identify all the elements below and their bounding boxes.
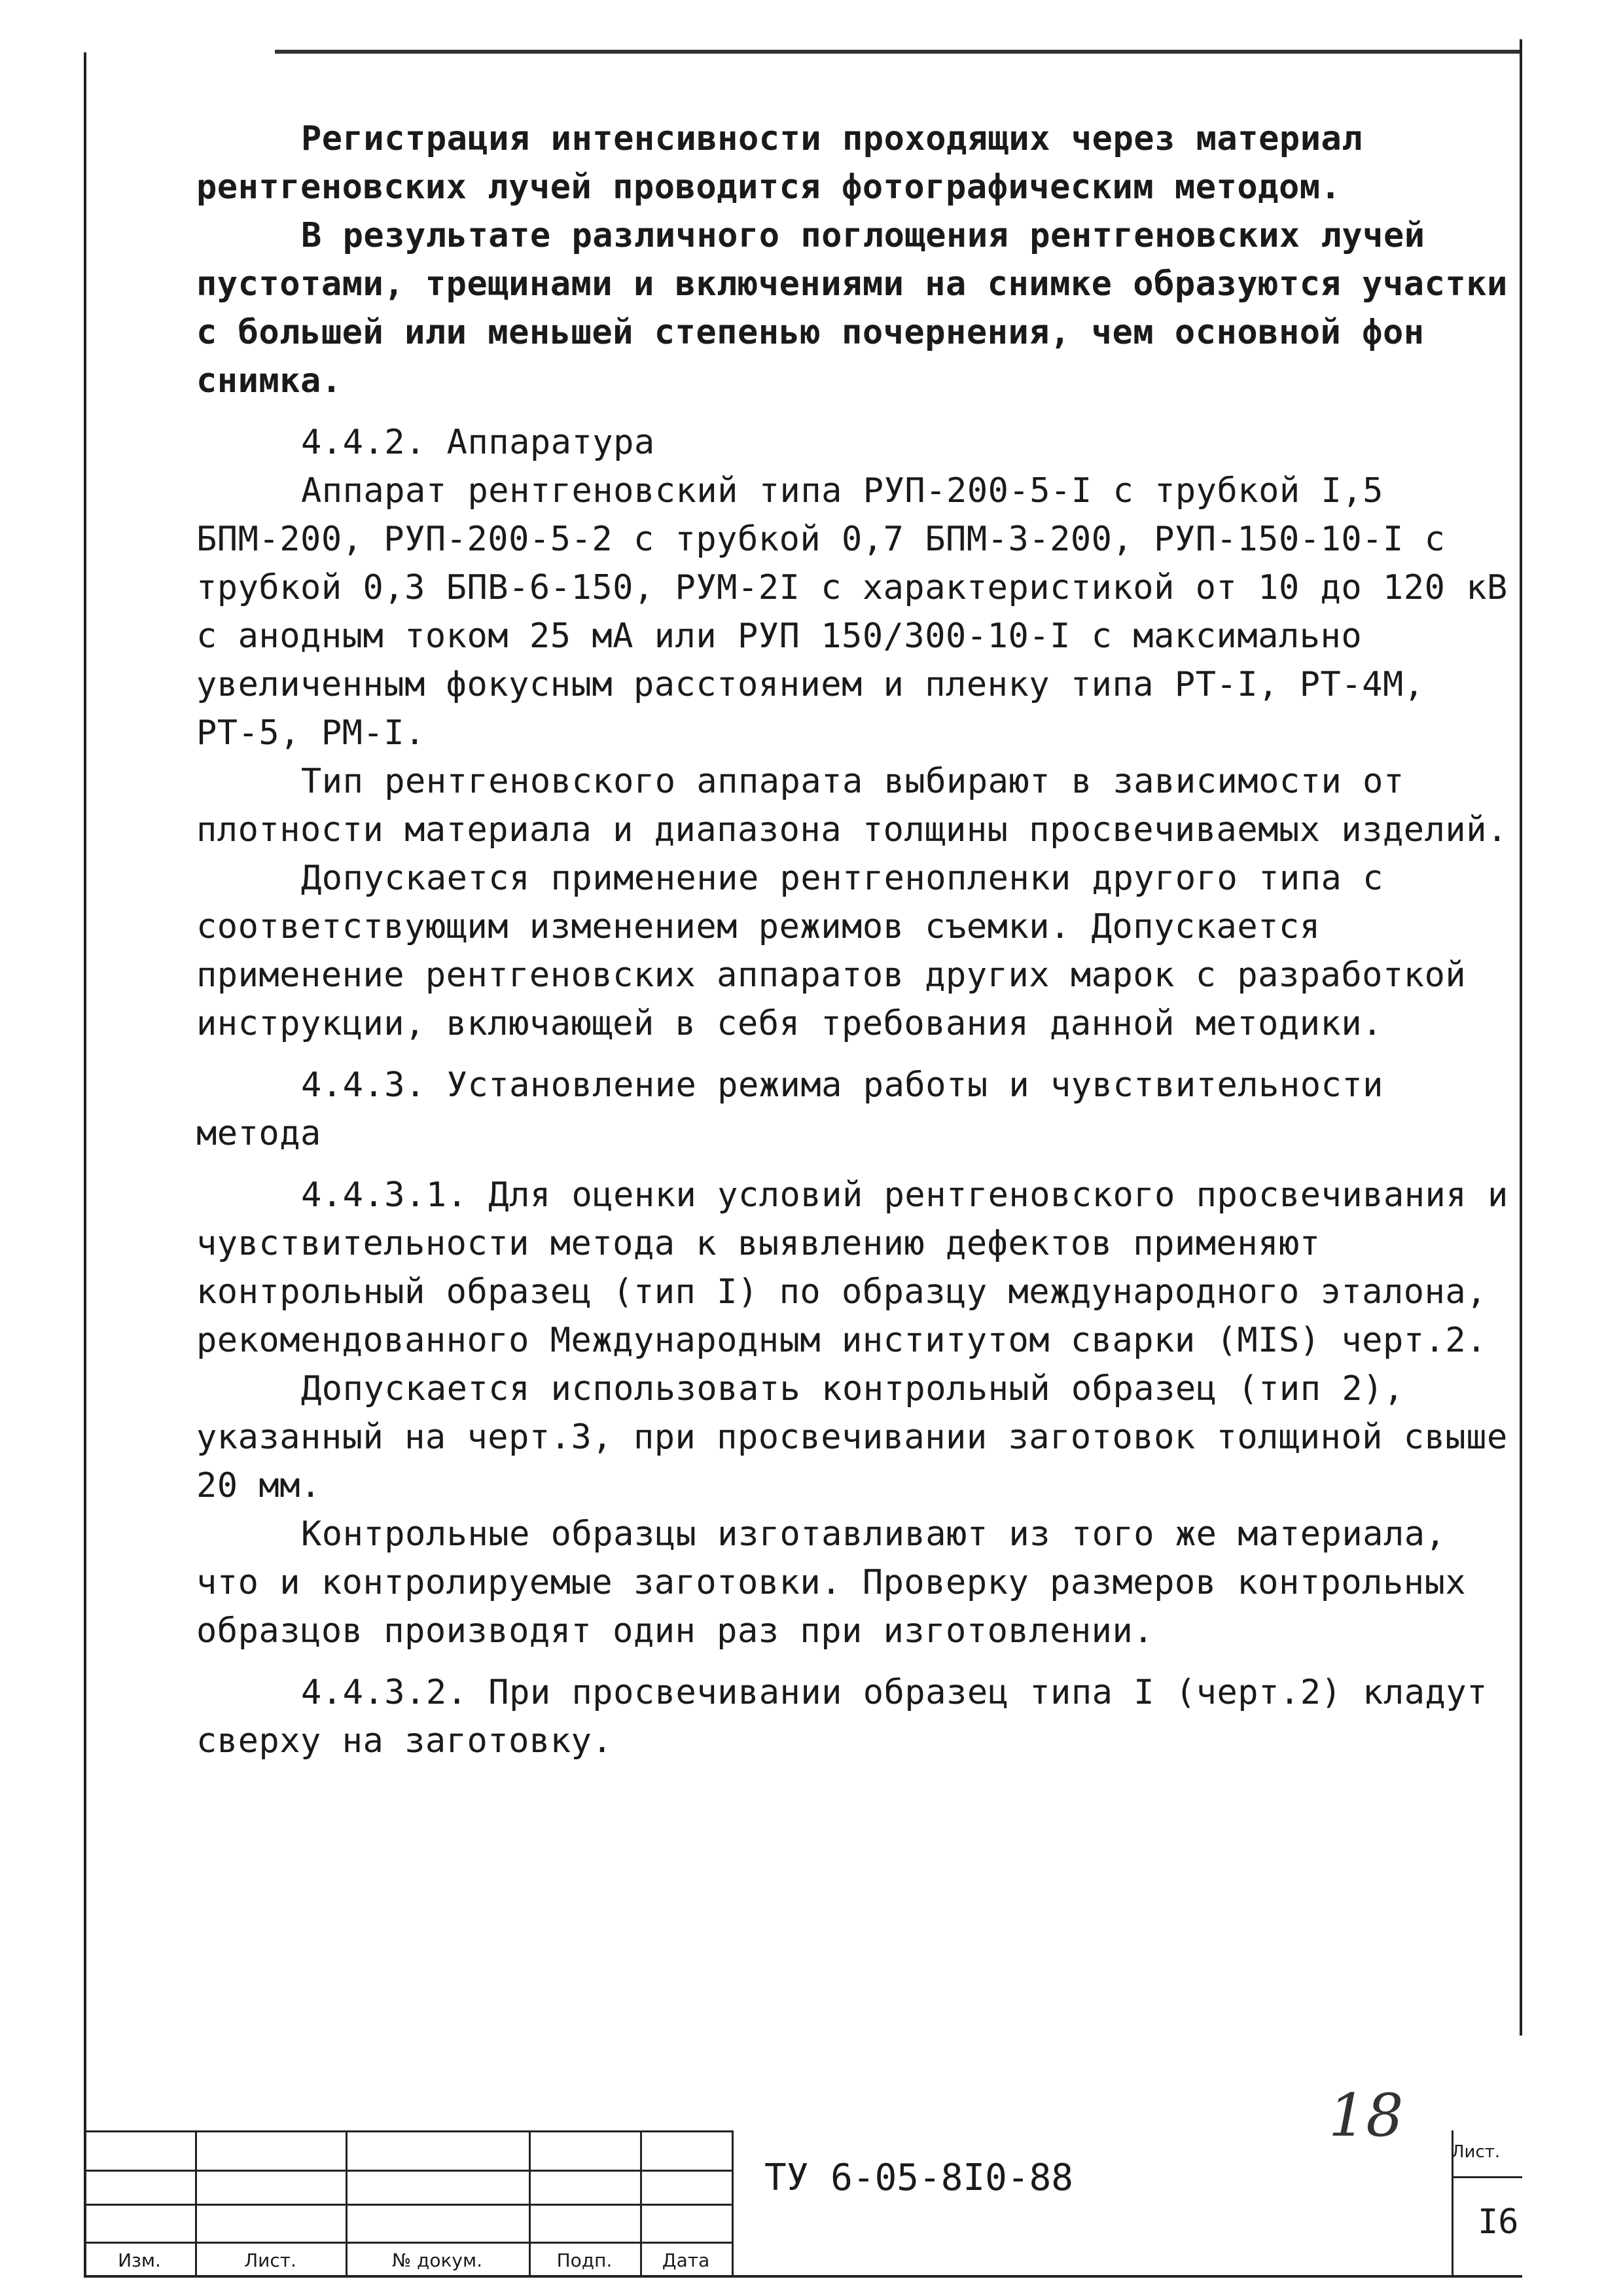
tb-label-date: Дата (662, 2250, 710, 2271)
paragraph-sample-type2: Допускается использовать контрольный образец (тип 2), указанный на черт.3, при просвечивании заготовок толщиной свыше 20 мм. (196, 1369, 1508, 1505)
sheet-label: Лист. (1452, 2142, 1501, 2162)
tb-line (1452, 2176, 1522, 2178)
sheet-number: I6 (1478, 2202, 1519, 2242)
tb-label-change: Изм. (118, 2250, 161, 2271)
tb-label-doc-number: № докум. (391, 2250, 483, 2271)
paragraph-result: В результате различного поглощения рентгеновских лучей пустотами, трещинами и включениями на снимке образуются участки с большей или меньшей степенью почернения, чем основной фон снимка. (196, 216, 1508, 401)
title-block (84, 2130, 1522, 2278)
tb-line (84, 2242, 732, 2244)
tb-line (732, 2130, 734, 2278)
frame-left-line (84, 52, 86, 2278)
paragraph-control-sample: 4.4.3.1. Для оценки условий рентгеновского просвечивания и чувствительности метода к выявлению дефектов применяют контрольный образец (тип I) по образцу международного эталона, рекомендованного Международным институтом сварки (MIS) черт.2. (196, 1175, 1508, 1360)
document-body (196, 115, 1512, 1778)
frame-right-line (1520, 39, 1522, 2036)
frame-top-line (275, 50, 1520, 54)
handwritten-page-number: 18 (1329, 2081, 1404, 2150)
paragraph-registration: Регистрация интенсивности проходящих через материал рентгеновских лучей проводится фотографическим методом. (196, 119, 1363, 207)
document-code: ТУ 6-05-8I0-88 (764, 2157, 1074, 2199)
paragraph-apparatus-type: Тип рентгеновского аппарата выбирают в зависимости от плотности материала и диапазона толщины просвечиваемых изделий. (196, 762, 1508, 850)
tb-line (84, 2170, 732, 2172)
tb-label-sheet: Лист. (244, 2250, 296, 2271)
tb-line (84, 2130, 732, 2132)
section-heading-apparatus: 4.4.2. Аппаратура (301, 423, 655, 462)
paragraph-film-allowed: Допускается применение рентгенопленки другого типа с соответствующим изменением режимов съемки. Допускается применение рентгеновских аппаратов других марок с разработкой инструкции, включающей в себя требования данной методики. (196, 859, 1467, 1043)
paragraph-sample-material: Контрольные образцы изготавливают из того же материала, что и контролируемые заготовки. Проверку размеров контрольных образцов производят один раз при изготовлении. (196, 1515, 1467, 1651)
frame-bottom-line (84, 2275, 1522, 2278)
tb-label-signature: Подп. (556, 2250, 613, 2271)
tb-line (84, 2204, 732, 2206)
section-heading-mode: 4.4.3. Установление режима работы и чувствительности метода (196, 1066, 1383, 1153)
paragraph-apparatus-list: Аппарат рентгеновский типа РУП-200-5-I с трубкой I,5 БПМ-200, РУП-200-5-2 с трубкой 0,7 БПМ-3-200, РУП-150-10-I с трубкой 0,3 БПВ-6-150, РУМ-2I с характеристикой от 10 до 120 кВ с анодным током 25 мА или РУП 150/300-10-I с максимально увеличенным фокусным расстоянием и пленку типа РТ-I, РТ-4М, РТ-5, РМ-I. (196, 471, 1508, 753)
paragraph-sample-placement: 4.4.3.2. При просвечивании образец типа I (черт.2) кладут сверху на заготовку. (196, 1673, 1488, 1761)
